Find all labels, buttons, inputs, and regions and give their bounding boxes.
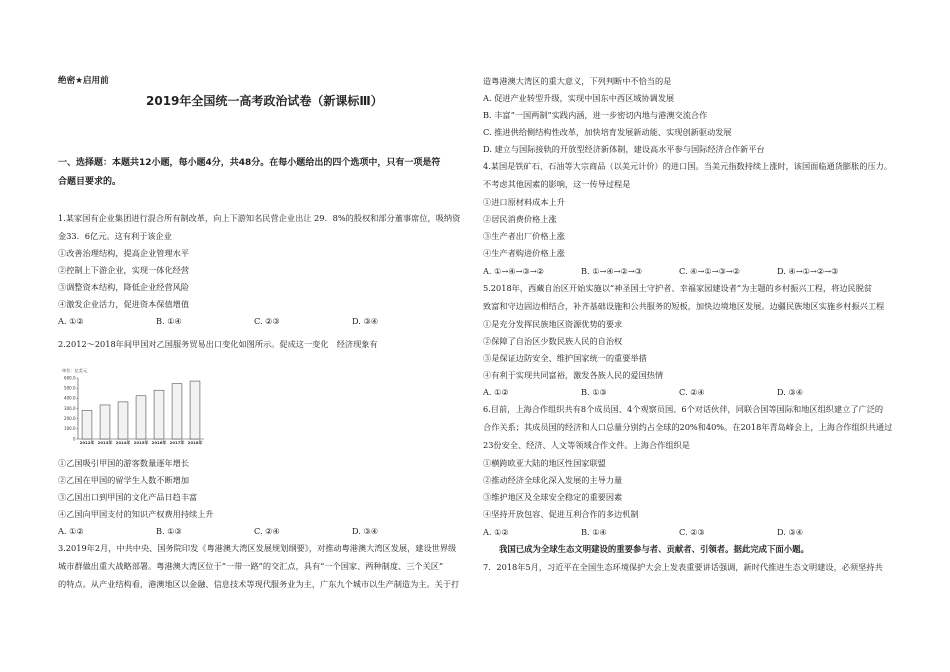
x-tick-label: 2016年 [151, 440, 167, 445]
q5-option-d[interactable]: D. ③④ [777, 387, 804, 397]
chart-ylabel: 单位：亿美元 [62, 368, 88, 373]
bar-2012年 [82, 411, 92, 439]
q4-stem-line1: 4.某国是铁矿石、石油等大宗商品（以美元计价）的进口国。当美元指数持续上涨时，该国面临通货膨胀的压力。 [483, 161, 893, 171]
q5-item: ④有利于实现共同富裕，激发各族人民的爱国热情 [483, 370, 664, 380]
q1-stem-line1: 1.某家国有企业集团进行混合所有制改革，向上下游知名民营企业出让 29．8%的股权和部分董事席位，吸纳资 [58, 213, 461, 223]
q4-item: ④生产者购进价格上涨 [483, 248, 565, 258]
q2-item: ④乙国向甲国支付的知识产权费用持续上升 [58, 509, 214, 519]
q6-option-d[interactable]: D. ③④ [777, 527, 804, 537]
q2-stem: 2.2012～2018年间甲国对乙国服务贸易出口变化如图所示。促成这一变化 经济现象有 [58, 339, 378, 349]
q3-choice-d[interactable]: D. 建立与国际接轨的开放型经济新体制，建设高水平参与国际经济合作新平台 [483, 144, 765, 154]
q5-item: ①是充分发挥民族地区资源优势的要求 [483, 319, 623, 329]
secret-mark: 绝密★启用前 [58, 76, 109, 86]
q3-choice-a[interactable]: A. 促进产业转型升级，实现中国东中西区域协调发展 [483, 93, 675, 103]
q2-item: ①乙国吸引甲国的游客数量逐年增长 [58, 458, 190, 468]
q1-option-a[interactable]: A. ①② [58, 316, 84, 326]
q1-stem-line2: 金33．6亿元。这有利于该企业 [58, 231, 172, 241]
bar-2013年 [100, 405, 110, 439]
q3-choice-c[interactable]: C. 推进供给侧结构性改革，加快培育发展新动能、实现创新驱动发展 [483, 127, 732, 137]
x-tick-label: 2018年 [187, 440, 203, 445]
q4-item: ①进口原材料成本上升 [483, 197, 565, 207]
q4-option-a[interactable]: A. ①→④→③→② [483, 266, 545, 276]
y-tick-label: 500.0 [64, 385, 76, 391]
q2-option-d[interactable]: D. ③④ [352, 526, 379, 536]
y-tick-label: 0 [72, 436, 76, 442]
q5-option-c[interactable]: C. ②④ [679, 387, 705, 397]
q2-bar-chart [58, 366, 208, 450]
y-tick-label: 400.0 [64, 395, 76, 401]
exam-title: 2019年全国统一高考政治试卷（新课标Ⅲ） [146, 94, 383, 108]
bar-2017年 [172, 384, 182, 439]
y-tick-label: 200.0 [64, 416, 76, 422]
q1-option-c[interactable]: C. ②③ [254, 316, 280, 326]
x-tick-label: 2014年 [115, 440, 131, 445]
q6-stem-line1: 6.目前，上海合作组织共有8个成员国、4个观察员国、6个对话伙伴，同联合国等国际和地区组织建立了广泛的 [483, 404, 884, 414]
section1-line2: 合题目要求的。 [58, 177, 122, 187]
group-note: 我国已成为全球生态文明建设的重要参与者、贡献者、引领者。据此完成下面小题。 [499, 544, 809, 554]
q4-stem-line2: 不考虑其他因素的影响，这一传导过程是 [483, 179, 631, 189]
q2-option-a[interactable]: A. ①② [58, 526, 84, 536]
q2-item: ③乙国出口到甲国的文化产品日趋丰富 [58, 492, 198, 502]
section1-line1: 一、选择题：本题共12小题，每小题4分，共48分。在每小题给出的四个选项中，只有一项是符 [58, 158, 441, 168]
y-tick-label: 100.0 [64, 426, 76, 432]
q2-option-c[interactable]: C. ②④ [254, 526, 280, 536]
q3-stem-line1: 3.2019年2月，中共中央、国务院印发《粤港澳大湾区发展规划纲要》，对推动粤港澳大湾区发展，建设世界级 [58, 543, 457, 553]
q3-stem-cont: 造粤港澳大湾区的重大意义，下列判断中不恰当的是 [483, 76, 672, 86]
q6-option-c[interactable]: C. ②③ [679, 527, 705, 537]
x-tick-label: 2015年 [133, 440, 149, 445]
q6-item: ③维护地区及全球安全稳定的重要因素 [483, 492, 623, 502]
q4-option-d[interactable]: D. ④→①→②→③ [777, 266, 839, 276]
q4-item: ②居民消费价格上涨 [483, 214, 557, 224]
q3-stem-line3: 的特点。从产业结构看，港澳地区以金融、信息技术等现代服务业为主，广东九个城市以生产制造为主。关于打 [58, 579, 460, 589]
q1-option-b[interactable]: B. ①④ [156, 316, 182, 326]
bar-2016年 [154, 390, 164, 439]
q5-item: ③是保证边防安全、维护国家统一的重要举措 [483, 353, 647, 363]
q4-option-b[interactable]: B. ①→④→②→③ [581, 266, 643, 276]
q1-item: ①改善治理结构，提高企业管理水平 [58, 248, 190, 258]
q3-choice-b[interactable]: B. 丰富“一国两制”实践内涵，进一步密切内地与港澳交流合作 [483, 110, 708, 120]
q1-item: ④激发企业活力，促进资本保值增值 [58, 299, 190, 309]
q6-option-b[interactable]: B. ①④ [581, 527, 607, 537]
q7-stem-line1: 7．2018年5月，习近平在全国生态环境保护大会上发表重要讲话强调，新时代推进生态文明建设，必须坚持共 [483, 562, 883, 572]
q5-stem-line1: 5.2018年，西藏自治区开始实施以“神圣国土守护者、幸福家园建设者”为主题的乡村振兴工程，将边民脱贫 [483, 283, 873, 293]
q6-item: ①横跨欧亚大陆的地区性国家联盟 [483, 458, 606, 468]
bar-2018年 [190, 381, 200, 439]
q1-item: ②控制上下游企业，实现一体化经营 [58, 265, 190, 275]
q1-option-d[interactable]: D. ③④ [352, 316, 379, 326]
q4-item: ③生产者出厂价格上涨 [483, 231, 565, 241]
q6-stem-line2: 合作关系；其成员国的经济和人口总量分别约占全球的20%和40%。在2018年青岛峰会上，上海合作组织共通过 [483, 422, 893, 432]
y-tick-label: 600.0 [64, 375, 76, 381]
x-tick-label: 2017年 [169, 440, 185, 445]
q5-option-a[interactable]: A. ①② [483, 387, 509, 397]
q6-stem-line3: 23份安全、经济、人文等领域合作文件。上海合作组织是 [483, 440, 690, 450]
x-tick-label: 2012年 [79, 440, 95, 445]
x-tick-label: 2013年 [97, 440, 113, 445]
q5-item: ②保障了自治区少数民族人民的自治权 [483, 336, 623, 346]
q3-stem-line2: 城市群做出重大战略部署。粤港澳大湾区位于“一带一路”的交汇点，具有“一个国家、两种制度、三个关区” [58, 561, 444, 571]
q2-item: ②乙国在甲国的留学生人数不断增加 [58, 475, 190, 485]
bar-2015年 [136, 396, 146, 439]
y-tick-label: 300.0 [64, 405, 76, 411]
q6-option-a[interactable]: A. ①② [483, 527, 509, 537]
q5-stem-line2: 致富和守边固边相结合，补齐基础设施和公共服务的短板，加快边境地区发展。边疆民族地区实施乡村振兴工程 [483, 301, 885, 311]
q2-option-b[interactable]: B. ①③ [156, 526, 182, 536]
q1-item: ③调整资本结构，降低企业经营风险 [58, 282, 190, 292]
q6-item: ④坚持开放包容、促进互利合作的多边机制 [483, 509, 639, 519]
bar-2014年 [118, 402, 128, 439]
q5-option-b[interactable]: B. ①③ [581, 387, 607, 397]
q6-item: ②推动经济全球化深入发展的主导力量 [483, 475, 623, 485]
q4-option-c[interactable]: C. ④→①→③→② [679, 266, 741, 276]
